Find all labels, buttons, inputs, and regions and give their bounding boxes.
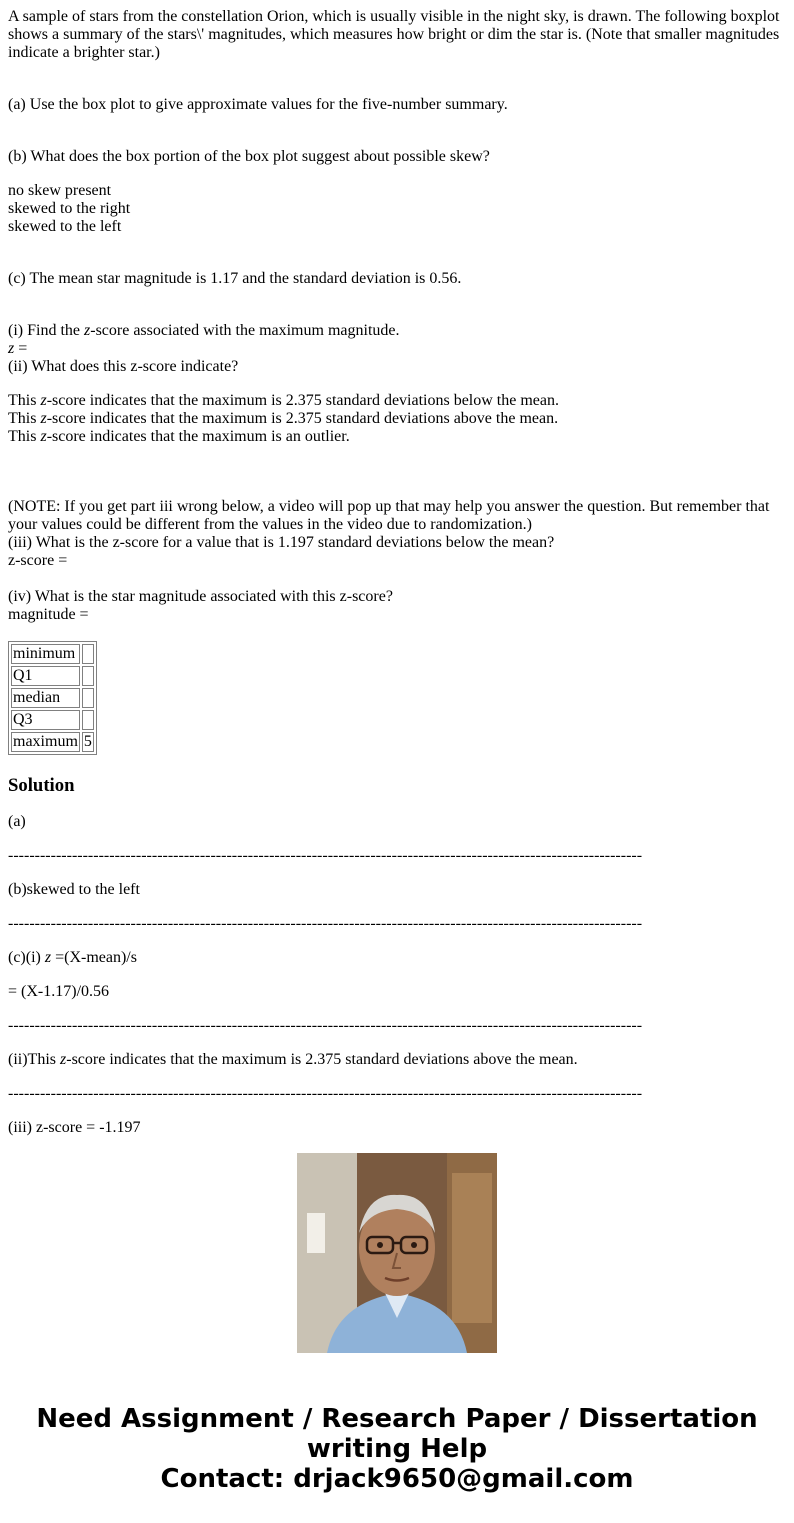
author-photo	[297, 1153, 497, 1353]
part-a-question: (a) Use the box plot to give approximate values for the five-number summary.	[8, 96, 508, 113]
table-row	[11, 710, 94, 730]
row-value[interactable]	[82, 644, 94, 664]
solution-b: (b)skewed to the left	[8, 881, 140, 898]
skew-options	[8, 182, 786, 236]
zscore-answer-field[interactable]: z-score =	[8, 552, 68, 569]
cta-line: Need Assignment / Research Paper / Dissertation	[36, 1404, 758, 1434]
solution-c-ii: (ii)This z-score indicates that the maximum is 2.375 standard deviations above the mean.	[8, 1051, 578, 1068]
contact-email[interactable]: Contact: drjack9650@gmail.com	[160, 1464, 634, 1494]
table-row	[11, 666, 94, 686]
part-b-question: (b) What does the box portion of the box plot suggest about possible skew?	[8, 148, 490, 165]
z-option[interactable]: This z-score indicates that the maximum is 2.375 standard deviations below the mean.	[8, 392, 559, 409]
solution-c-i-formula: = (X-1.17)/0.56	[8, 983, 110, 1000]
solution-body	[8, 813, 786, 1137]
skew-option[interactable]: skewed to the right	[8, 200, 131, 217]
magnitude-answer-field[interactable]: magnitude =	[8, 606, 89, 623]
part-c-ii-question: (ii) What does this z-score indicate?	[8, 358, 239, 375]
table-row	[11, 644, 94, 664]
row-value[interactable]	[82, 710, 94, 730]
part-c-question: (c) The mean star magnitude is 1.17 and the standard deviation is 0.56.	[8, 270, 462, 287]
skew-option[interactable]: no skew present	[8, 182, 112, 199]
row-label: median	[11, 688, 80, 708]
part-iv-question: (iv) What is the star magnitude associated with this z-score?	[8, 588, 393, 605]
author-photo-illustration	[297, 1153, 497, 1353]
table-row	[11, 732, 94, 752]
divider: -----------------------------------------------------------------------------------------------------------------------	[8, 915, 643, 932]
divider: -----------------------------------------------------------------------------------------------------------------------	[8, 1017, 643, 1034]
row-label: maximum	[13, 733, 78, 750]
solution-iii-partial: (iii) z-score = -1.197	[8, 1119, 141, 1136]
solution-c-i: (c)(i) z =(X-mean)/s	[8, 949, 137, 966]
part-iii-question: (iii) What is the z-score for a value that is 1.197 standard deviations below the mean?	[8, 534, 555, 551]
row-value[interactable]	[82, 666, 94, 686]
table-row	[11, 688, 94, 708]
cta-line: writing Help	[306, 1434, 488, 1464]
row-label: Q3	[11, 710, 80, 730]
divider: -----------------------------------------------------------------------------------------------------------------------	[8, 847, 643, 864]
intro-text: A sample of stars from the constellation Orion, which is usually visible in the night sky, is drawn. The following boxplot shows a summary of the stars\' magnitudes, which measures how bright or dim the star is. (Note that smaller magnitudes indicate a brighter star.)	[8, 8, 780, 61]
row-value[interactable]: 5	[83, 733, 92, 750]
skew-option[interactable]: skewed to the left	[8, 218, 122, 235]
note-text: (NOTE: If you get part iii wrong below, a video will pop up that may help you answer the question. But remember that your values could be different from the values in the video due to randomization.) (iii) What is the z-score for a value that is 1.197 standard deviations below the mean? z-score =	[8, 498, 786, 570]
z-interpretation-options	[8, 392, 786, 446]
row-label: Q1	[11, 666, 80, 686]
part-c-i: (i) Find the z-score associated with the maximum magnitude. z = (ii) What does this z-score indicate?	[8, 322, 786, 376]
row-value[interactable]	[82, 688, 94, 708]
z-option[interactable]: This z-score indicates that the maximum is an outlier.	[8, 428, 350, 445]
five-number-summary-table	[8, 641, 97, 755]
solution-a: (a)	[8, 813, 26, 830]
contact-banner	[0, 1404, 794, 1494]
z-answer-field[interactable]: z =	[8, 340, 28, 357]
divider: -----------------------------------------------------------------------------------------------------------------------	[8, 1085, 643, 1102]
solution-title: Solution	[8, 775, 75, 796]
part-iv	[8, 588, 786, 624]
question-content	[8, 0, 786, 1136]
row-label: minimum	[11, 644, 80, 664]
z-option[interactable]: This z-score indicates that the maximum is 2.375 standard deviations above the mean.	[8, 410, 559, 427]
